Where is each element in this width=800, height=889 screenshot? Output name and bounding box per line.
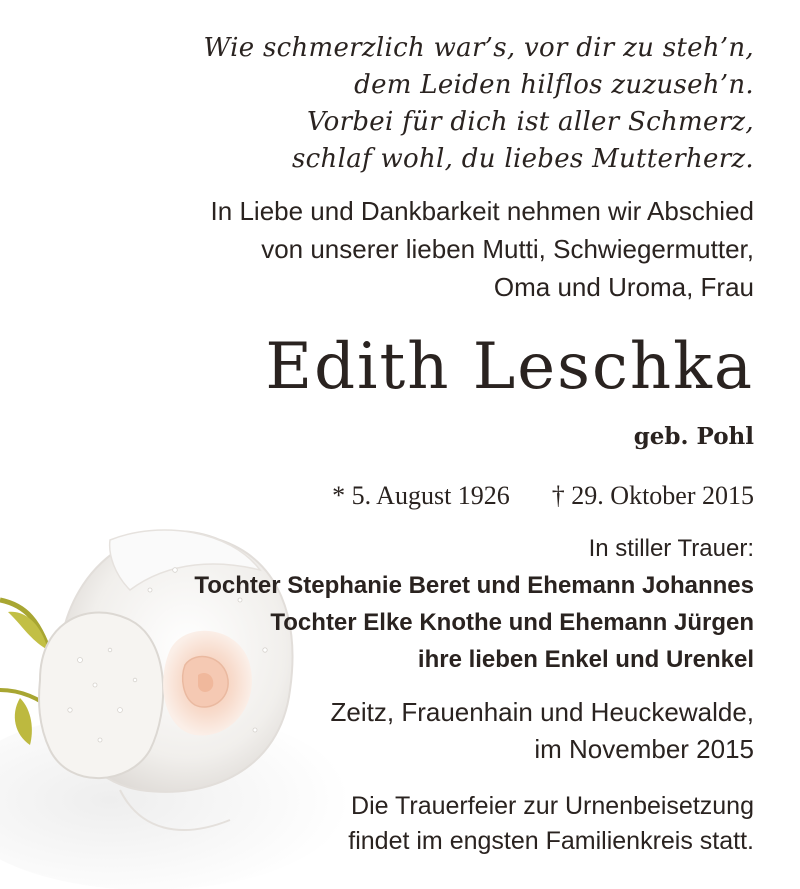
place-and-date	[331, 694, 754, 768]
farewell-intro	[211, 192, 754, 306]
date-line: im November 2015	[534, 734, 754, 764]
maiden-name: geb. Pohl	[633, 423, 754, 450]
service-line: findet im engsten Familienkreis statt.	[348, 827, 754, 855]
poem	[204, 30, 754, 178]
poem-line: dem Leiden hilflos zuzuseh’n.	[354, 70, 754, 100]
mourner-line: Tochter Elke Knothe und Ehemann Jürgen	[270, 609, 754, 636]
mourners-heading: In stiller Trauer:	[588, 535, 754, 562]
poem-line: Wie schmerzlich war’s, vor dir zu steh’n,	[203, 33, 754, 63]
mourner-line: ihre lieben Enkel und Urenkel	[417, 646, 754, 673]
place-line: Zeitz, Frauenhain und Heuckewalde,	[330, 697, 754, 727]
intro-line: von unserer lieben Mutti, Schwiegermutter,	[261, 234, 754, 264]
mourner-line: Tochter Stephanie Beret und Ehemann Johannes	[194, 572, 754, 599]
service-note	[348, 789, 754, 859]
deceased-name: Edith Leschka	[265, 330, 754, 404]
intro-line: Oma und Uroma, Frau	[493, 272, 754, 302]
service-line: Die Trauerfeier zur Urnenbeisetzung	[351, 792, 754, 820]
intro-line: In Liebe und Dankbarkeit nehmen wir Abschied	[210, 196, 754, 226]
life-dates	[332, 478, 754, 514]
poem-line: Vorbei für dich ist aller Schmerz,	[306, 107, 754, 137]
mourners	[194, 530, 754, 678]
poem-line: schlaf wohl, du liebes Mutterherz.	[292, 144, 754, 174]
birth-date: * 5. August 1926	[332, 481, 510, 510]
death-date: † 29. Oktober 2015	[551, 481, 754, 510]
